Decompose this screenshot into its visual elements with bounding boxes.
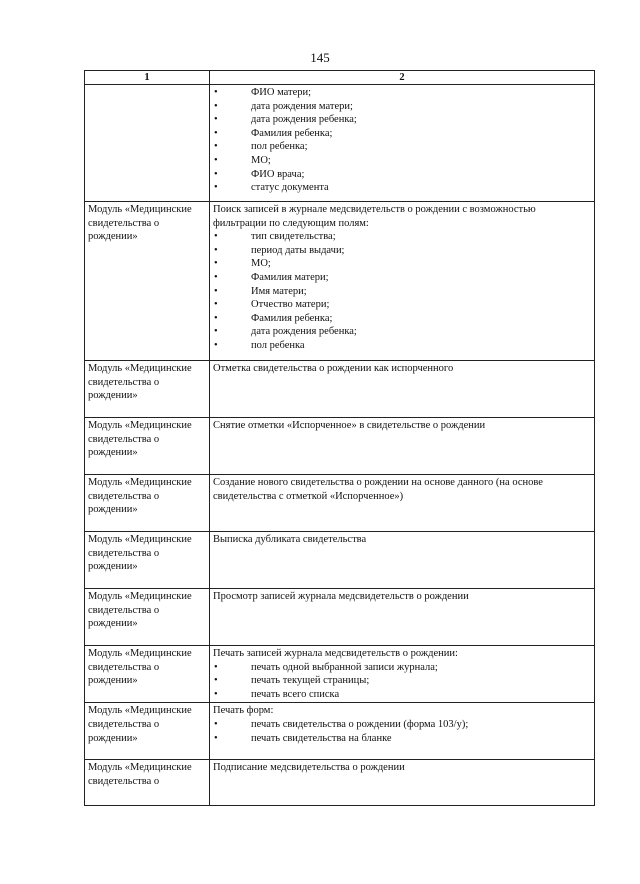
bullet-item: • печать свидетельства о рождении (форма 103/у); <box>213 718 591 732</box>
table-row <box>85 532 595 589</box>
bullet-item: • МО; <box>213 154 591 168</box>
table-row <box>85 361 595 418</box>
description-text: Подписание медсвидетельства о рождении <box>213 762 405 774</box>
description-cell <box>210 646 595 703</box>
module-cell <box>85 85 210 202</box>
description-cell <box>210 85 595 202</box>
bullet-item: • Фамилия ребенка; <box>213 127 591 141</box>
description-cell <box>210 418 595 475</box>
description-cell <box>210 760 595 806</box>
table-row <box>85 703 595 760</box>
bullet-item: • печать текущей страницы; <box>213 674 591 688</box>
table-row <box>85 760 595 806</box>
bullet-item: • дата рождения матери; <box>213 100 591 114</box>
description-cell <box>210 475 595 532</box>
bullet-list <box>213 718 591 745</box>
description-text: Печать записей журнала медсвидетельств о рождении: <box>213 648 458 659</box>
bullet-item: • период даты выдачи; <box>213 244 591 258</box>
module-cell: Модуль «Медицинские свидетельства о рождении» <box>85 418 210 475</box>
bullet-list <box>213 86 591 195</box>
module-cell: Модуль «Медицинские свидетельства о <box>85 760 210 806</box>
table-row <box>85 418 595 475</box>
bullet-item: • пол ребенка <box>213 339 591 353</box>
bullet-item: • ФИО врача; <box>213 168 591 182</box>
description-text: Выписка дубликата свидетельства <box>213 534 367 545</box>
bullet-item: • ФИО матери; <box>213 86 591 100</box>
bullet-item: • Фамилия ребенка; <box>213 312 591 326</box>
module-cell: Модуль «Медицинские свидетельства о рождении» <box>85 703 210 760</box>
module-cell: Модуль «Медицинские свидетельства о рождении» <box>85 589 210 646</box>
module-cell: Модуль «Медицинские свидетельства о рождении» <box>85 202 210 361</box>
bullet-item: • Фамилия матери; <box>213 271 591 285</box>
bullet-list <box>213 230 591 352</box>
description-text: Создание нового свидетельства о рождении на основе данного (на основе свидетельства с отметкой «Испорченное») <box>213 477 543 502</box>
bullet-item: • дата рождения ребенка; <box>213 113 591 127</box>
bullet-item: • пол ребенка; <box>213 140 591 154</box>
page-number: 145 <box>310 50 330 65</box>
description-cell <box>210 202 595 361</box>
module-cell: Модуль «Медицинские свидетельства о рождении» <box>85 646 210 703</box>
description-text: Снятие отметки «Испорченное» в свидетельстве о рождении <box>213 420 486 431</box>
bullet-item: • печать всего списка <box>213 688 591 702</box>
table-row <box>85 589 595 646</box>
bullet-item: • печать одной выбранной записи журнала; <box>213 661 591 675</box>
bullet-item: • статус документа <box>213 181 591 195</box>
description-text: Просмотр записей журнала медсвидетельств о рождении <box>213 591 469 602</box>
description-cell <box>210 703 595 760</box>
bullet-item: • печать свидетельства на бланке <box>213 732 591 746</box>
description-cell <box>210 361 595 418</box>
bullet-item: • тип свидетельства; <box>213 230 591 244</box>
bullet-item: • Имя матери; <box>213 285 591 299</box>
column-header-2: 2 <box>210 71 595 85</box>
table-row <box>85 646 595 703</box>
table-row <box>85 475 595 532</box>
description-cell <box>210 589 595 646</box>
module-cell: Модуль «Медицинские свидетельства о рождении» <box>85 475 210 532</box>
description-text: Печать форм: <box>213 705 274 717</box>
description-cell <box>210 532 595 589</box>
table-header-row <box>85 71 595 85</box>
description-text: Поиск записей в журнале медсвидетельств о рождении с возможностью фильтрации по следующим полям: <box>213 204 536 229</box>
bullet-item: • Отчество матери; <box>213 298 591 312</box>
table-row <box>85 85 595 202</box>
module-cell: Модуль «Медицинские свидетельства о рождении» <box>85 532 210 589</box>
column-header-1: 1 <box>85 71 210 85</box>
bullet-item: • МО; <box>213 257 591 271</box>
bullet-list <box>213 661 591 702</box>
description-text: Отметка свидетельства о рождении как испорченного <box>213 363 454 374</box>
table-row <box>85 202 595 361</box>
bullet-item: • дата рождения ребенка; <box>213 325 591 339</box>
module-cell: Модуль «Медицинские свидетельства о рождении» <box>85 361 210 418</box>
requirements-table <box>84 70 595 806</box>
